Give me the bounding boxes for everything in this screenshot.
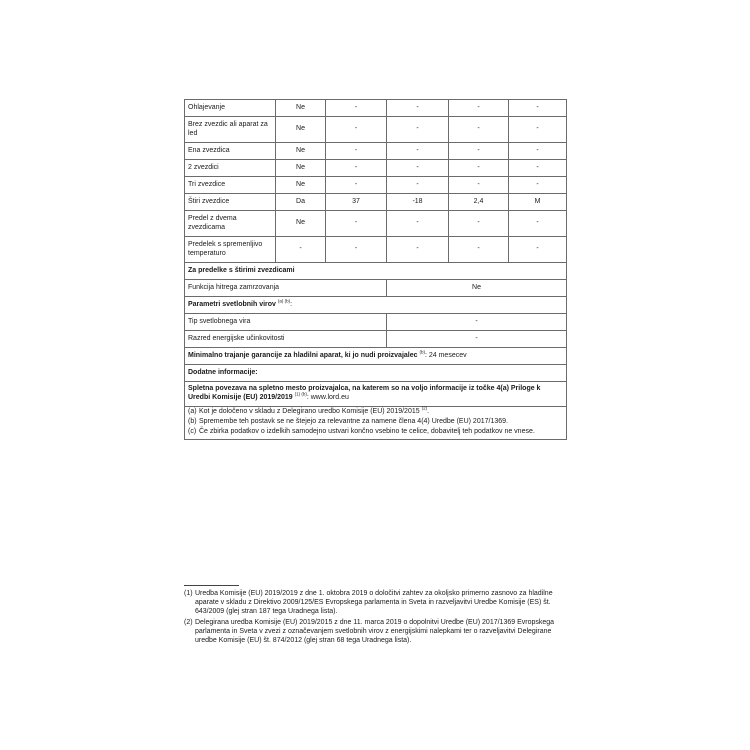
cell-value: - [387, 177, 449, 194]
guarantee-row [185, 348, 567, 365]
cell-value: 37 [326, 194, 387, 211]
cell-value: - [509, 237, 567, 263]
note-text: Kot je določeno v skladu z Delegirano uredbo Komisije (EU) 2019/2015 [199, 407, 420, 415]
cell-value: - [509, 100, 567, 117]
section-heading-row [185, 297, 567, 314]
footnote-divider [184, 585, 239, 586]
note-text: Spremembe teh postavk se ne štejejo za relevantne za namene člena 4(4) Uredbe (EU) 2017/1369. [199, 417, 508, 425]
table-row [185, 331, 567, 348]
row-label: Štiri zvezdice [185, 194, 276, 211]
note-marker: (a) [188, 407, 197, 415]
row-label: Ohlajevanje [185, 100, 276, 117]
cell-value: - [387, 143, 449, 160]
cell-value: - [326, 143, 387, 160]
cell-value: - [387, 160, 449, 177]
footnote-item [184, 618, 574, 646]
energy-class-value: - [387, 331, 567, 348]
cell-value: - [326, 160, 387, 177]
specification-table [184, 99, 567, 440]
cell-value: - [449, 143, 509, 160]
table-row [185, 143, 567, 160]
footnote-text: Delegirana uredba Komisije (EU) 2019/2015 z dne 11. marca 2019 o dopolnitvi Uredbe (EU) 2017/1369 Evropskega parlamenta in Sveta v zvezi z označevanjem svetlobnih virov z energijskimi nalepkami ter o razveljavitvi Delegirane uredbe Komisije (EU) št. 874/2012 (glej stran 68 tega Uradnega lista). [195, 618, 555, 645]
note-item [188, 418, 563, 427]
section-heading-row [185, 365, 567, 382]
notes-cell [185, 406, 567, 440]
energy-class-label: Razred energijske učinkovitosti [185, 331, 387, 348]
cell-value: - [449, 237, 509, 263]
row-label: Brez zvezdic ali aparat za led [185, 117, 276, 143]
row-label: Predel z dvema zvezdicama [185, 211, 276, 237]
table-row [185, 314, 567, 331]
four-star-heading: Za predelke s štirimi zvezdicami [185, 263, 567, 280]
guarantee-value: : 24 mesecev [424, 351, 467, 359]
manufacturer-link-label: Spletna povezava na spletno mesto proizvajalca, na katerem so na voljo informacije iz točke 4(a) Priloge k Uredbi Komisije (EU) 2019/2019 [188, 385, 541, 401]
footnote-text: Uredba Komisije (EU) 2019/2019 z dne 1. oktobra 2019 o določitvi zahtev za okoljsko primerno zasnovo za hladilne aparate v skladu z Direktivo 2009/125/ES Evropskega parlamenta in Sveta in razveljavitvi Uredbe Komisije (ES) št. 643/2009 (glej stran 187 tega Uradnega lista). [195, 590, 553, 616]
row-label: 2 zvezdici [185, 160, 276, 177]
table-row [185, 237, 567, 263]
cell-value: - [449, 100, 509, 117]
cell-value: Ne [276, 160, 326, 177]
row-label: Predelek s spremenljivo temperaturo [185, 237, 276, 263]
cell-value: - [276, 237, 326, 263]
link-sup: (1) (b) [294, 391, 307, 397]
note-item [188, 428, 563, 437]
cell-value: Ne [276, 143, 326, 160]
cell-value: Ne [276, 211, 326, 237]
cell-value: - [449, 160, 509, 177]
cell-value: - [326, 237, 387, 263]
cell-value: -18 [387, 194, 449, 211]
additional-info-heading: Dodatne informacije: [185, 365, 567, 382]
table-row [185, 211, 567, 237]
fast-freeze-value: Ne [387, 280, 567, 297]
light-heading-sup: (a) (b) [277, 298, 291, 304]
fast-freeze-label: Funkcija hitrega zamrzovanja [185, 280, 387, 297]
cell-value: - [387, 237, 449, 263]
cell-value: - [449, 211, 509, 237]
light-type-value: - [387, 314, 567, 331]
cell-value: - [509, 177, 567, 194]
cell-value: - [326, 117, 387, 143]
guarantee-sup: (b) [419, 349, 425, 355]
link-row [185, 382, 567, 407]
table-row [185, 280, 567, 297]
cell-value: Ne [276, 177, 326, 194]
cell-value: 2,4 [449, 194, 509, 211]
cell-value: - [326, 211, 387, 237]
cell-value: Da [276, 194, 326, 211]
note-item [188, 405, 563, 417]
note-marker: (c) [188, 428, 197, 435]
light-heading-colon: : [290, 300, 293, 308]
guarantee-label: Minimalno trajanje garancije za hladilni aparat, ki jo nudi proizvajalec [188, 351, 418, 359]
cell-value: - [326, 177, 387, 194]
row-label: Tri zvezdice [185, 177, 276, 194]
cell-value: - [326, 100, 387, 117]
table-row [185, 194, 567, 211]
table-row [185, 160, 567, 177]
cell-value: - [509, 211, 567, 237]
note-text: Če zbirka podatkov o izdelkih samodejno ustvari končno vsebino te celice, dobavitelj teh podatkov ne vnese. [199, 428, 535, 435]
cell-value: - [509, 143, 567, 160]
manufacturer-link-url[interactable]: : www.lord.eu [306, 393, 349, 401]
cell-value: Ne [276, 117, 326, 143]
cell-value: - [449, 177, 509, 194]
cell-value: - [387, 100, 449, 117]
note-sup: (2) [421, 405, 428, 411]
guarantee-cell [185, 348, 567, 365]
footnote-marker: (2) [184, 618, 193, 626]
note-end: . [427, 407, 430, 415]
cell-value: - [387, 117, 449, 143]
footnote-marker: (1) [184, 590, 193, 597]
manufacturer-link-cell [185, 382, 567, 407]
light-type-label: Tip svetlobnega vira [185, 314, 387, 331]
section-heading-row [185, 263, 567, 280]
footnotes [184, 589, 574, 646]
cell-value: M [509, 194, 567, 211]
cell-value: - [387, 211, 449, 237]
note-marker: (b) [188, 417, 197, 425]
cell-value: - [449, 117, 509, 143]
row-label: Ena zvezdica [185, 143, 276, 160]
table-row [185, 100, 567, 117]
light-source-heading [185, 297, 567, 314]
table-row [185, 177, 567, 194]
cell-value: - [509, 160, 567, 177]
cell-value: Ne [276, 100, 326, 117]
footnote-item [184, 589, 574, 617]
cell-value: - [509, 117, 567, 143]
notes-row [185, 406, 567, 440]
table-row [185, 117, 567, 143]
light-heading-text: Parametri svetlobnih virov [188, 300, 276, 308]
